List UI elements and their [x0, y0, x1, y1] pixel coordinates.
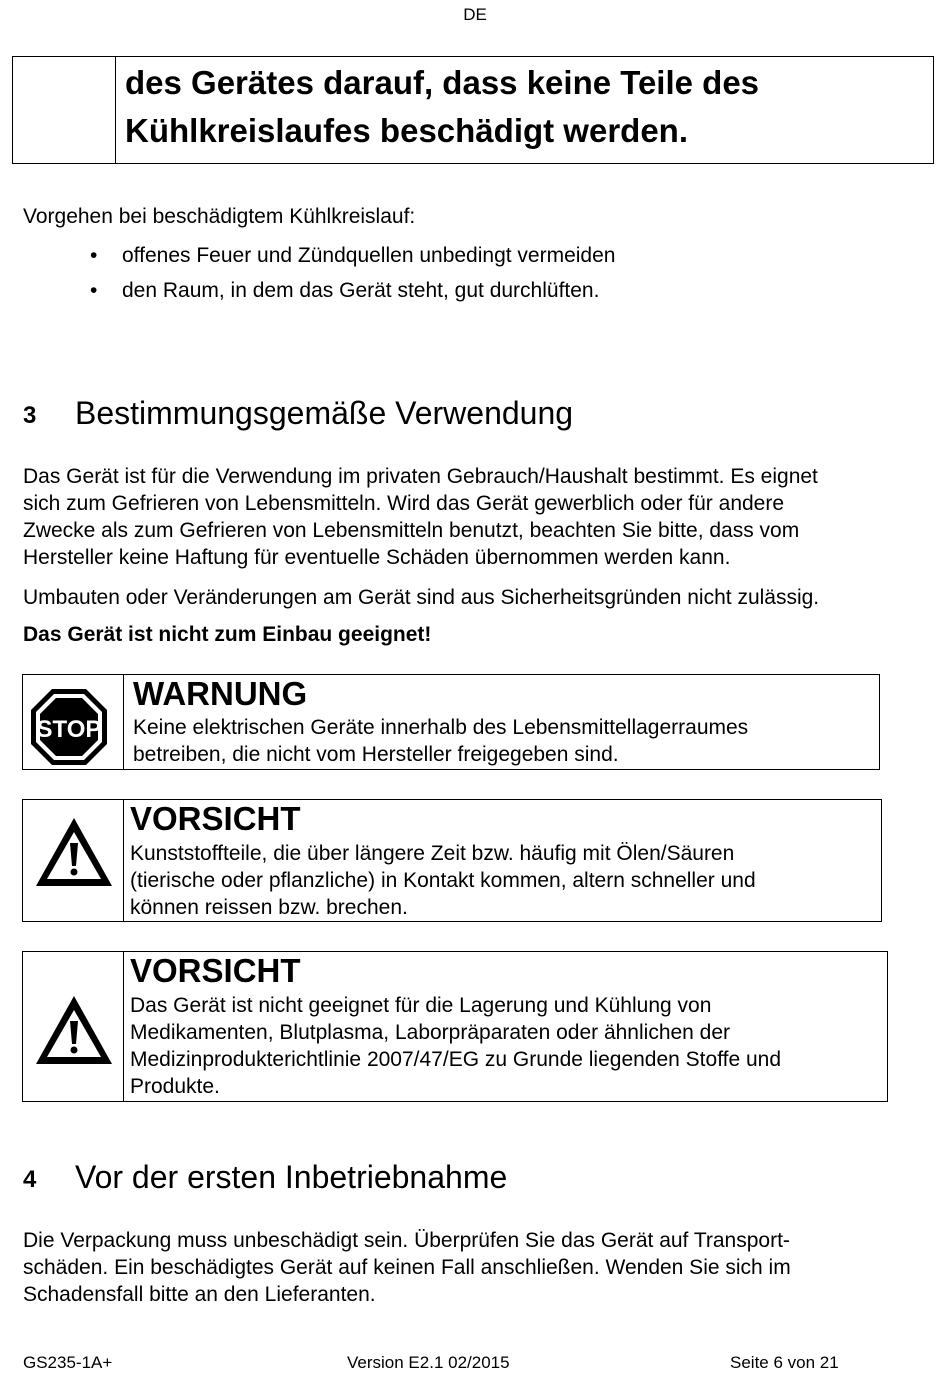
- warning-line: betreiben, die nicht vom Hersteller freigegeben sind.: [133, 743, 619, 766]
- bullet-icon: •: [90, 244, 98, 267]
- caution-divider: [123, 952, 124, 1101]
- section-4-title: Vor der ersten Inbetriebnahme: [75, 1159, 508, 1195]
- caution-divider: [123, 800, 124, 921]
- caution-line: Produkte.: [130, 1075, 220, 1098]
- paragraph-line: Hersteller keine Haftung für eventuelle Schäden übernommen werden kann.: [23, 546, 731, 569]
- warning-divider: [123, 675, 124, 769]
- warning-text: [133, 714, 748, 768]
- caution-box: [22, 951, 888, 1102]
- top-notice-text: [125, 59, 923, 155]
- bullet-icon: •: [90, 279, 98, 302]
- top-notice-box: [12, 56, 934, 164]
- section-4-paragraph: [23, 1227, 928, 1308]
- paragraph-line: Zwecke als zum Gefrieren von Lebensmitteln benutzt, beachten Sie bitte, dass vom: [23, 519, 800, 542]
- caution-text: [130, 840, 756, 921]
- list-item-text: offenes Feuer und Zündquellen unbedingt vermeiden: [122, 244, 616, 267]
- warning-triangle-icon: [34, 994, 114, 1066]
- paragraph-line: Die Verpackung muss unbeschädigt sein. Überprüfen Sie das Gerät auf Transport-: [23, 1229, 790, 1252]
- caution-box: [22, 799, 882, 922]
- caution-line: Medizinprodukterichtlinie 2007/47/EG zu Grunde liegenden Stoffe und: [130, 1048, 782, 1071]
- stop-sign-icon: [29, 687, 109, 767]
- paragraph-line: sich zum Gefrieren von Lebensmitteln. Wird das Gerät gewerblich oder für andere: [23, 492, 785, 515]
- warning-title: WARNUNG: [133, 675, 308, 712]
- section-3-modification-note: Umbauten oder Veränderungen am Gerät sind aus Sicherheitsgründen nicht zulässig.: [23, 586, 820, 609]
- top-notice-line: des Gerätes darauf, dass keine Teile des: [125, 64, 760, 101]
- paragraph-line: Schadensfall bitte an den Lieferanten.: [23, 1283, 376, 1306]
- caution-line: können reissen bzw. brechen.: [130, 896, 408, 919]
- footer-page-number: Seite 6 von 21: [730, 1353, 839, 1372]
- notice-divider: [115, 57, 116, 163]
- section-4-number: 4: [23, 1166, 37, 1193]
- caution-text: [130, 992, 781, 1100]
- page-language: DE: [463, 5, 487, 24]
- caution-line: Das Gerät ist nicht geeignet für die Lagerung und Kühlung von: [130, 994, 712, 1017]
- section-3-title: Bestimmungsgemäße Verwendung: [75, 395, 574, 431]
- paragraph-line: schäden. Ein beschädigtes Gerät auf keinen Fall anschließen. Wenden Sie sich im: [23, 1256, 791, 1279]
- stop-sign-text: STOP: [36, 716, 102, 743]
- caution-title: VORSICHT: [130, 952, 301, 989]
- section-3-installation-note: Das Gerät ist nicht zum Einbau geeignet!: [23, 623, 432, 646]
- section-3-paragraph: [23, 463, 928, 571]
- section-3-number: 3: [23, 402, 37, 429]
- warning-line: Keine elektrischen Geräte innerhalb des Lebensmittellagerraumes: [133, 716, 749, 739]
- paragraph-line: Das Gerät ist für die Verwendung im privaten Gebrauch/Haushalt bestimmt. Es eignet: [23, 465, 818, 488]
- caution-line: Kunststoffteile, die über längere Zeit bzw. häufig mit Ölen/Säuren: [130, 842, 735, 865]
- warning-triangle-icon: [34, 816, 114, 888]
- top-notice-line: Kühlkreislaufes beschädigt werden.: [125, 112, 688, 149]
- caution-title: VORSICHT: [130, 800, 301, 837]
- caution-line: Medikamenten, Blutplasma, Laborpräparaten oder ähnlichen der: [130, 1021, 731, 1044]
- list-item-text: den Raum, in dem das Gerät steht, gut durchlüften.: [122, 279, 600, 302]
- caution-line: (tierische oder pflanzliche) in Kontakt kommen, altern schneller und: [130, 869, 756, 892]
- warning-box: [22, 674, 880, 770]
- damaged-circuit-intro: Vorgehen bei beschädigtem Kühlkreislauf:: [23, 205, 416, 228]
- footer-version: Version E2.1 02/2015: [347, 1353, 510, 1372]
- footer-model: GS235-1A+: [23, 1353, 113, 1372]
